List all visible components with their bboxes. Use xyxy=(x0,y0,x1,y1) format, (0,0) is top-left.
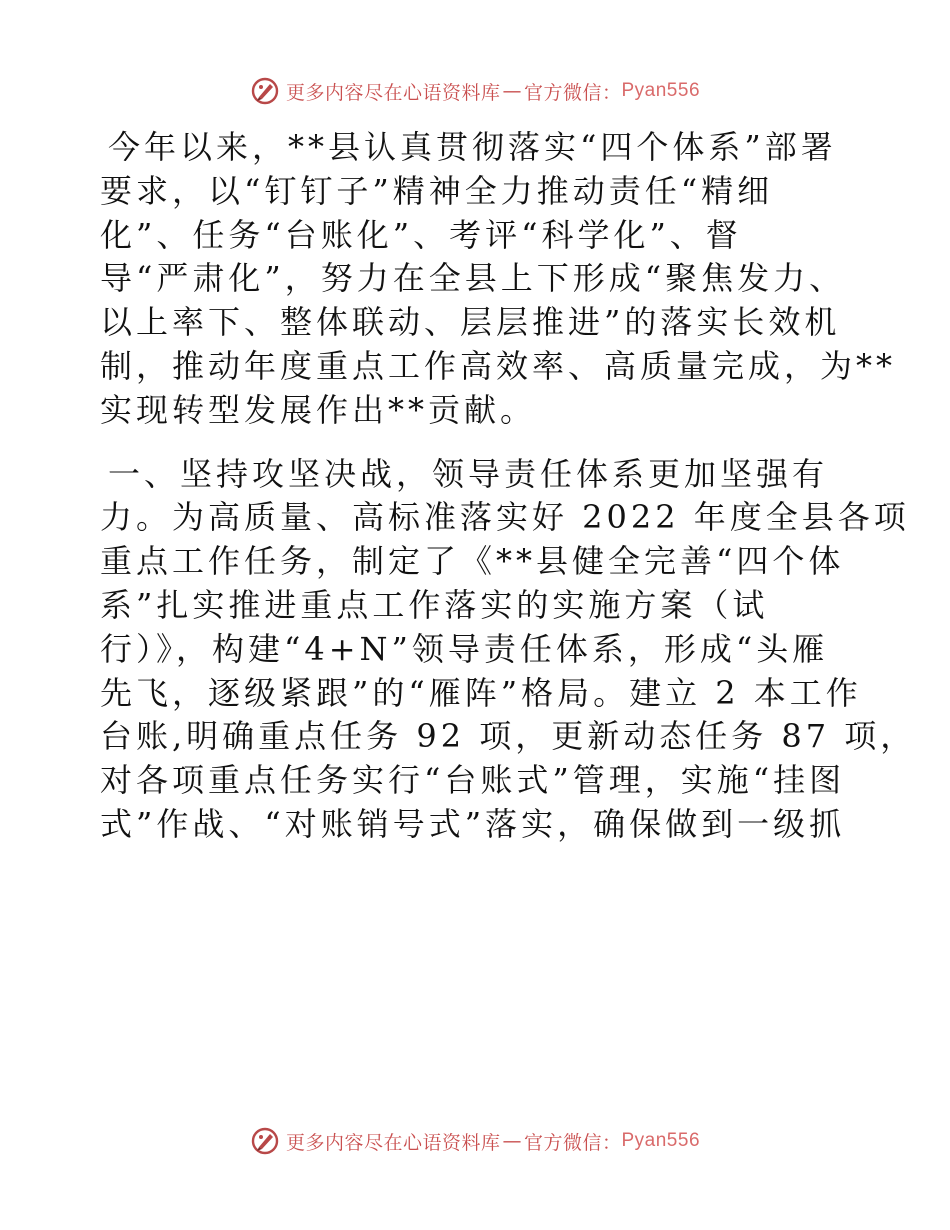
text-line: 要求，以“钉钉子”精神全力推动责任“精细 xyxy=(100,171,774,210)
text-line: 行）》，构建“4+N”领导责任体系，形成“头雁 xyxy=(100,629,829,668)
text-line: 今年以来，**县认真贯彻落实“四个体系”部署 xyxy=(108,128,837,166)
text-line: 力。为高质量、高标准落实好 2022 年度全县各项 xyxy=(100,498,910,537)
paragraph-section-one xyxy=(100,453,917,847)
watermark-wechat-id: Pyan556 xyxy=(621,80,701,101)
text-line: 系”扎实推进重点工作落实的实施方案（试 xyxy=(100,585,769,624)
watermark-main-text: 更多内容尽在心语资料库 xyxy=(285,81,501,104)
text-line: 导“严肃化”，努力在全县上下形成“聚焦发力、 xyxy=(100,259,846,298)
watermark-wechat-label: 官方微信： xyxy=(523,1131,622,1154)
watermark-wechat-id: Pyan556 xyxy=(621,1130,701,1151)
watermark-footer xyxy=(0,1126,950,1156)
pen-logo-icon xyxy=(250,76,280,106)
pen-logo-icon xyxy=(250,1126,280,1156)
section-heading-line: 一、坚持攻坚决战，领导责任体系更加坚强有 xyxy=(108,454,829,493)
text-line: 先飞，逐级紧跟”的“雁阵”格局。建立 2 本工作 xyxy=(100,673,862,712)
text-line: 台账,明确重点任务 92 项，更新动态任务 87 项， xyxy=(100,717,917,756)
paragraph-intro xyxy=(100,126,897,433)
text-line: 重点工作任务，制定了《**县健全完善“四个体 xyxy=(100,542,845,581)
text-line: 对各项重点任务实行“台账式”管理，实施“挂图 xyxy=(100,761,846,800)
text-line: 制，推动年度重点工作高效率、高质量完成，为** xyxy=(100,346,897,385)
watermark-header xyxy=(0,76,950,106)
watermark-separator: — xyxy=(502,80,522,102)
text-line: 实现转型发展作出**贡献。 xyxy=(100,390,537,429)
text-line: 以上率下、整体联动、层层推进”的落实长效机 xyxy=(100,303,841,342)
document-body xyxy=(100,126,917,847)
text-line: 式”作战、“对账销号式”落实，确保做到一级抓 xyxy=(100,804,846,843)
watermark-separator: — xyxy=(502,1130,522,1152)
text-line: 化”、任务“台账化”、考评“科学化”、督 xyxy=(100,215,742,254)
watermark-wechat-label: 官方微信： xyxy=(523,81,622,104)
watermark-main-text: 更多内容尽在心语资料库 xyxy=(285,1131,501,1154)
